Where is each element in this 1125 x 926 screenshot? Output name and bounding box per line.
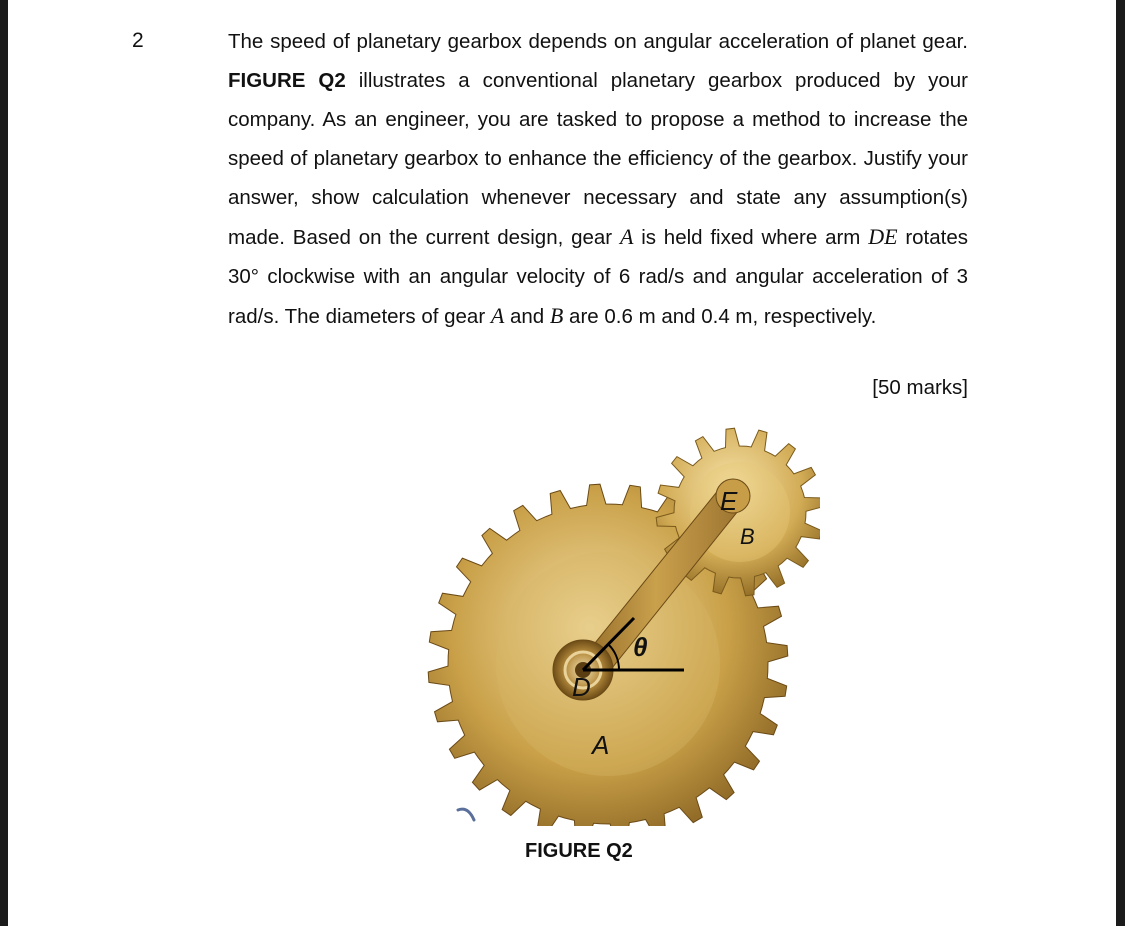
question-text [228,22,968,336]
planetary-gear-figure [420,426,820,826]
question-text-segment: A [490,303,505,328]
figure-caption: FIGURE Q2 [525,840,633,862]
question-text-segment: is held fixed where arm [633,226,869,249]
marks-label: [50 marks] [872,376,968,399]
question-text-segment: rotates 30° clockwise with an angular velocity of 6 rad/s and angular acceleration of 3 rad/s. The diameters of gear [228,226,968,328]
question-text-segment: are 0.6 m and 0.4 m, respectively. [563,305,877,328]
question-text-segment: FIGURE Q2 [228,69,346,92]
question-text-segment: and [504,305,550,328]
stray-mark [458,809,474,820]
label-e: E [720,486,738,516]
question-text-segment: illustrates a conventional planetary gearbox produced by your company. As an engineer, you are tasked to propose a method to increase the speed of planetary gearbox to enhance the efficiency of the gearbox. Justify your answer, show calculation whenever necessary and state any assumption(s) made. Based on the current design, gear [228,69,968,249]
question-text-segment: DE [868,224,898,249]
label-theta: θ [633,632,648,662]
question-text-segment: A [619,224,634,249]
question-number: 2 [132,29,144,52]
label-a: A [592,730,610,760]
document-page [8,0,1116,926]
label-d: D [572,672,591,702]
question-text-segment: The speed of planetary gearbox depends on angular acceleration of planet gear. [228,30,968,53]
gear-diagram [420,426,820,826]
question-text-segment: B [549,303,564,328]
label-b: B [740,524,755,549]
